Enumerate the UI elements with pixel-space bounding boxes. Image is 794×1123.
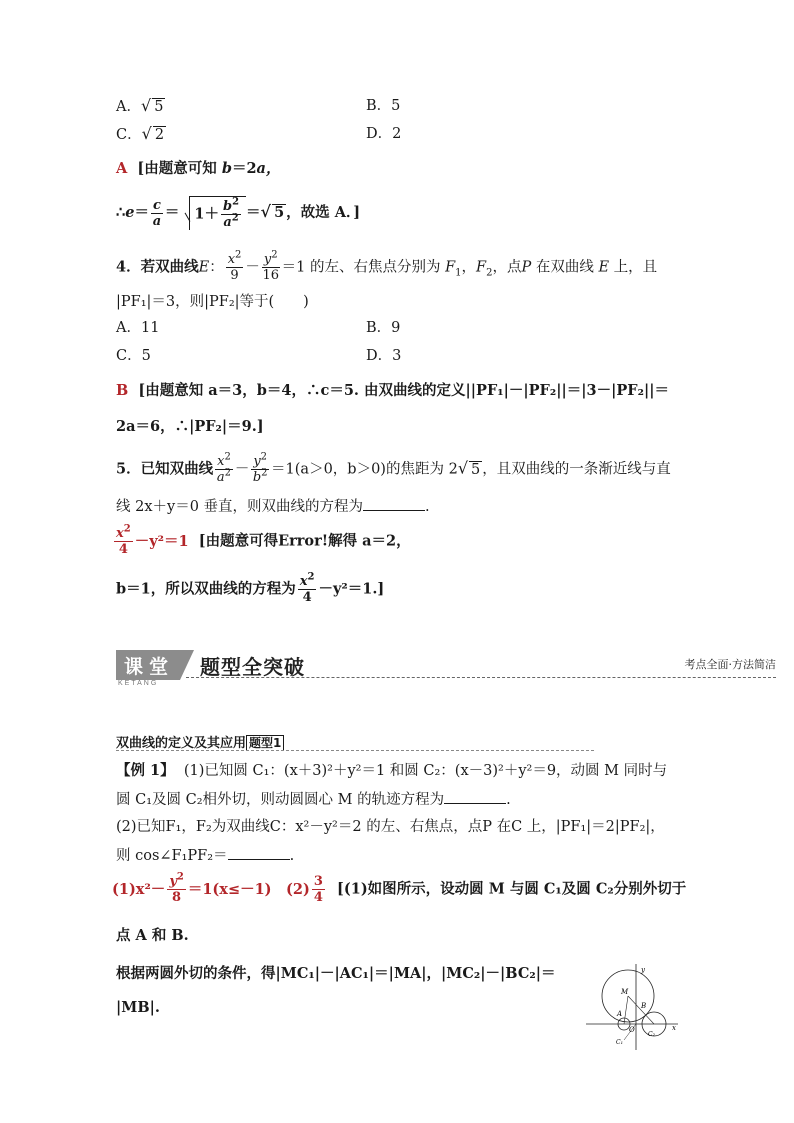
question-text: 在双曲线 bbox=[535, 259, 594, 276]
option-letter: D． bbox=[366, 126, 393, 142]
q5-explanation: $\frac{x^2}{4}$ －y²＝1 [由题意可得Error!解得 a＝2， bbox=[116, 523, 411, 557]
label-o: O bbox=[629, 1026, 635, 1034]
example1-part2-line1: (2)已知F₁，F₂为双曲线C：x²－y²＝2 的左、右焦点，点P 在C 上，|PF₁|＝2|PF₂|， bbox=[116, 819, 665, 835]
q4-option-d bbox=[366, 346, 401, 366]
answer-blank bbox=[444, 789, 506, 804]
question-text: ，且双曲线的一条渐近线与直 bbox=[482, 461, 671, 478]
answer-text: ＝1(x≤－1) (2) bbox=[187, 880, 310, 898]
label-a: A bbox=[617, 1010, 623, 1018]
label-m: M bbox=[621, 988, 629, 996]
q4-explanation bbox=[116, 381, 669, 401]
question-text: ＝1(a＞0，b＞0)的焦距为 2 bbox=[271, 461, 458, 478]
section-tagline: 考点全面·方法简洁 bbox=[684, 658, 776, 671]
section-header bbox=[116, 650, 776, 692]
q5-explanation-line2: b＝1，所以双曲线的方程为 $\frac{x^2}{4}$ －y²＝1.] bbox=[116, 571, 385, 605]
explanation-text: [由题意可知 bbox=[137, 160, 217, 177]
explanation-text: [由题意可得Error!解得 a＝2， bbox=[198, 532, 411, 550]
section-badge-label: 课堂 bbox=[124, 656, 175, 678]
topic-title: 双曲线的定义及其应用 bbox=[116, 736, 247, 751]
option-value: 3 bbox=[392, 348, 402, 364]
example1-solution-line3: 根据两圆外切的条件，得|MC₁|－|AC₁|＝|MA|，|MC₂|－|BC₂|＝ bbox=[116, 965, 556, 982]
answer-text: －y²＝1 bbox=[134, 532, 189, 550]
question-text: ＝1 的左、右焦点分别为 bbox=[281, 259, 441, 276]
option-value: 5 bbox=[154, 99, 164, 115]
example-text: . bbox=[289, 848, 295, 864]
option-letter: D． bbox=[366, 348, 393, 364]
q4-stem-line2: |PF₁|＝3，则|PF₂|等于( ) bbox=[116, 294, 309, 310]
answer-blank bbox=[228, 845, 290, 860]
explanation-text: b＝1，所以双曲线的方程为 bbox=[116, 580, 296, 598]
q3-option-d bbox=[366, 124, 401, 144]
answer-letter: A bbox=[116, 160, 128, 177]
question-text: 线 2x＋y＝0 垂直，则双曲线的方程为 bbox=[116, 499, 364, 515]
var-b: b bbox=[221, 160, 232, 177]
example-text: (1)已知圆 C₁：(x＋3)²＋y²＝1 和圆 C₂：(x－3)²＋y²＝9，动圆 M 同时与 bbox=[183, 763, 668, 779]
question-text: . bbox=[425, 499, 430, 515]
explanation-text: ＝2 bbox=[231, 160, 257, 177]
q5-stem-line2 bbox=[116, 496, 430, 517]
q5-stem: 5．已知双曲线 $\frac{x^2}{a^2}$ － $\frac{y^2}{b^2}$ ＝1(a＞0，b＞0)的焦距为 2√ 5 ，且双曲线的一条渐近线与直 bbox=[116, 451, 671, 485]
q3-explanation bbox=[116, 159, 280, 179]
solution-text: [(1)如图所示，设动圆 M 与圆 C₁及圆 C₂分别外切于 bbox=[337, 880, 687, 898]
section-title: 题型全突破 bbox=[200, 655, 305, 679]
example1-part1-line2 bbox=[116, 789, 511, 810]
q3-explanation-formula: ∴e＝ $\frac{c}{a}$ ＝ 1＋ $\frac{b^2}{a^2}$ ＝√ 5 ，故选 A．] bbox=[116, 196, 361, 230]
answer-blank bbox=[363, 496, 425, 511]
example-label: 【例 1】 bbox=[116, 762, 175, 779]
q4-stem: 4．若双曲线E： $\frac{x^2}{9}$ － $\frac{y^2}{16}$ ＝1 的左、右焦点分别为 $F_1$，$F_2$，点P 在双曲线 E 上，且 bbox=[116, 249, 658, 283]
label-c2: C₂ bbox=[648, 1031, 655, 1038]
section-badge-sublabel: KETANG bbox=[118, 680, 159, 687]
option-letter: B． bbox=[366, 320, 392, 336]
option-value: 9 bbox=[391, 320, 401, 336]
example1-solution-line4: |MB|. bbox=[116, 999, 160, 1016]
label-x: x bbox=[672, 1024, 676, 1032]
option-value: 5 bbox=[141, 348, 151, 364]
example1-solution-line2: 点 A 和 B. bbox=[116, 927, 189, 944]
option-letter: C． bbox=[116, 127, 142, 143]
option-value: 2 bbox=[392, 126, 402, 142]
q3-option-b bbox=[366, 96, 400, 116]
option-letter: A． bbox=[116, 99, 141, 115]
option-letter: C． bbox=[116, 348, 142, 364]
q4-option-c bbox=[116, 346, 151, 366]
q4-option-a bbox=[116, 318, 159, 338]
topic-divider bbox=[116, 750, 594, 751]
q3-option-c: C．√ 2 bbox=[116, 124, 165, 143]
option-value: 2 bbox=[154, 127, 165, 143]
option-letter: A． bbox=[116, 320, 141, 336]
option-value: 11 bbox=[140, 320, 160, 336]
q4-option-b bbox=[366, 318, 400, 338]
question-number: 4．若双曲线 bbox=[116, 258, 199, 276]
q4-explanation-line2: 2a＝6，∴|PF₂|＝9.] bbox=[116, 418, 264, 435]
example-text: 圆 C₁及圆 C₂相外切，则动圆圆心 M 的轨迹方程为 bbox=[116, 792, 445, 808]
question-text: ，点 bbox=[492, 259, 522, 276]
q3-option-a: A．√ 5 bbox=[116, 96, 164, 115]
label-y: y bbox=[641, 966, 645, 974]
label-c1: C₁ bbox=[616, 1039, 623, 1046]
var-a: a， bbox=[256, 160, 281, 177]
example1-answer: (1)x²－ $\frac{y^2}{8}$ ＝1(x≤－1) (2) $\frac{3}{4}$ [(1)如图所示，设动圆 M 与圆 C₁及圆 C₂分别外切于 bbox=[112, 871, 687, 905]
explanation-text: ，故选 A．] bbox=[286, 204, 361, 221]
therefore-symbol: ∴ bbox=[116, 204, 126, 221]
topic-tag: 题型1 bbox=[246, 735, 284, 750]
example-text: . bbox=[506, 792, 511, 808]
segment-mc1 bbox=[624, 996, 628, 1024]
curve-name: E bbox=[198, 259, 210, 276]
circles-diagram bbox=[584, 960, 684, 1052]
example-text: 则 cos∠F₁PF₂＝ bbox=[116, 848, 228, 864]
question-text: 上，且 bbox=[613, 259, 658, 276]
option-letter: B． bbox=[366, 98, 392, 114]
answer-letter: B bbox=[116, 382, 129, 399]
example1-part2-line2 bbox=[116, 845, 294, 866]
answer-text: (1)x²－ bbox=[112, 880, 166, 898]
badge-arrow bbox=[180, 650, 194, 680]
option-value: 5 bbox=[391, 98, 401, 114]
explanation-text: [由题意知 a＝3，b＝4，∴c＝5. 由双曲线的定义||PF₁|－|PF₂||＝|3－|PF₂||＝ bbox=[138, 382, 669, 399]
explanation-text: －y²＝1.] bbox=[318, 580, 385, 598]
section-divider bbox=[186, 677, 776, 678]
question-number: 5．已知双曲线 bbox=[116, 460, 214, 478]
example1-part1-line1 bbox=[116, 761, 667, 781]
label-b: B bbox=[641, 1002, 647, 1010]
